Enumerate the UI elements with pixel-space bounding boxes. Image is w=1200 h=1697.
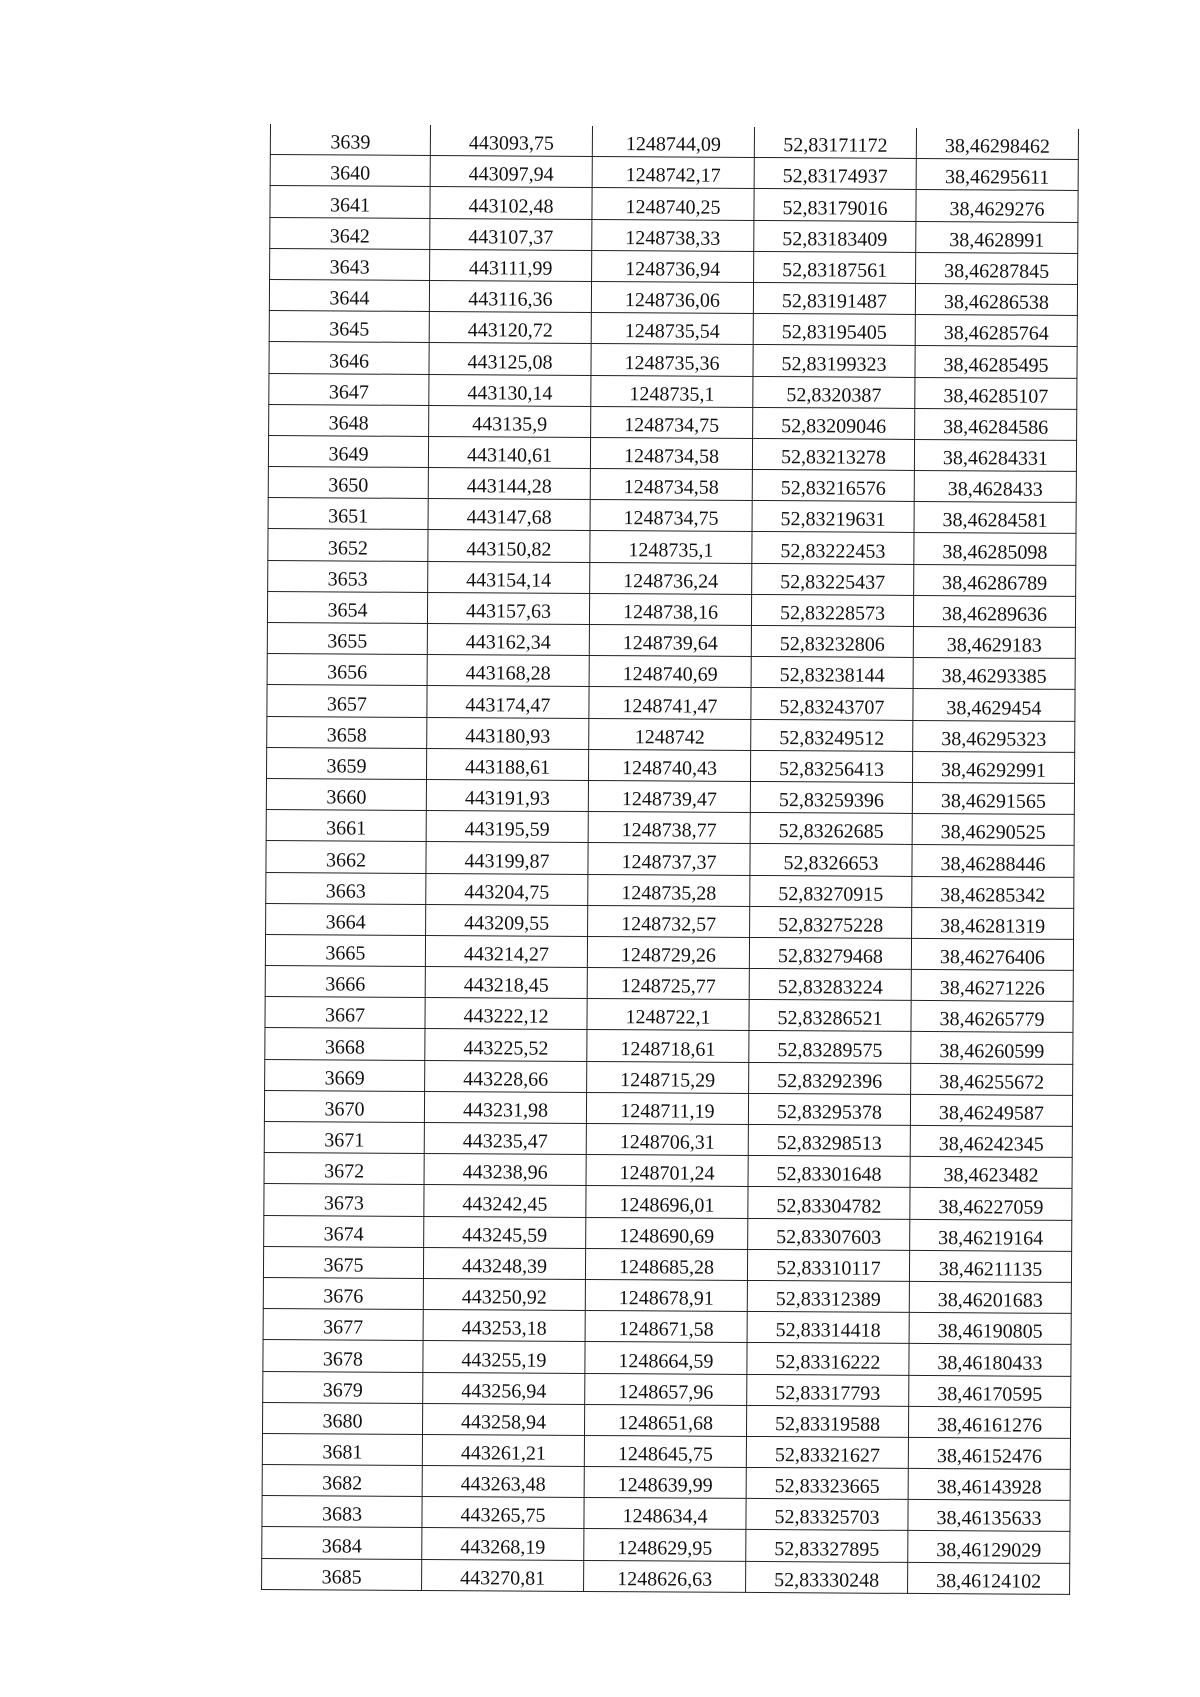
x-coordinate-cell: 443255,19 [423, 1341, 585, 1373]
table-row [267, 654, 1075, 690]
x-coordinate-cell: 443111,99 [430, 249, 592, 281]
longitude-cell: 38,4628433 [914, 471, 1076, 503]
x-coordinate-cell: 443231,98 [424, 1091, 586, 1123]
table-row [263, 1309, 1071, 1345]
latitude-cell: 52,83171172 [754, 127, 916, 159]
y-coordinate-cell: 1248740,25 [592, 188, 754, 220]
table-row [268, 529, 1076, 565]
table-row [267, 591, 1075, 627]
point-number-cell: 3650 [268, 467, 428, 499]
x-coordinate-cell: 443107,37 [430, 218, 592, 250]
table-row [267, 747, 1075, 783]
y-coordinate-cell: 1248735,54 [591, 313, 753, 345]
latitude-cell: 52,83191487 [753, 282, 915, 314]
x-coordinate-cell: 443188,61 [426, 748, 588, 780]
latitude-cell: 52,83270915 [750, 875, 912, 907]
longitude-cell: 38,46124102 [908, 1562, 1070, 1594]
latitude-cell: 52,83195405 [753, 314, 915, 346]
longitude-cell: 38,46284331 [914, 439, 1076, 471]
latitude-cell: 52,83316222 [747, 1343, 909, 1375]
longitude-cell: 38,46291565 [912, 782, 1074, 814]
x-coordinate-cell: 443120,72 [429, 312, 591, 344]
point-number-cell: 3657 [267, 685, 427, 717]
longitude-cell: 38,46285342 [912, 876, 1074, 908]
x-coordinate-cell: 443154,14 [428, 561, 590, 593]
point-number-cell: 3677 [263, 1309, 423, 1341]
table-row [266, 810, 1074, 846]
longitude-cell: 38,46227059 [910, 1188, 1072, 1220]
point-number-cell: 3640 [270, 155, 430, 187]
y-coordinate-cell: 1248740,43 [588, 749, 750, 781]
y-coordinate-cell: 1248735,1 [590, 531, 752, 563]
table-row [265, 1059, 1073, 1095]
y-coordinate-cell: 1248737,37 [588, 843, 750, 875]
table-row [265, 997, 1073, 1033]
table-row [270, 155, 1078, 191]
point-number-cell: 3666 [265, 966, 425, 998]
longitude-cell: 38,46292991 [912, 751, 1074, 783]
y-coordinate-cell: 1248735,28 [588, 874, 750, 906]
point-number-cell: 3665 [265, 934, 425, 966]
latitude-cell: 52,83295378 [748, 1093, 910, 1125]
y-coordinate-cell: 1248722,1 [587, 999, 749, 1031]
table-row [263, 1371, 1071, 1407]
y-coordinate-cell: 1248711,19 [586, 1092, 748, 1124]
latitude-cell: 52,83243707 [751, 688, 913, 720]
latitude-cell: 52,83238144 [751, 657, 913, 689]
longitude-cell: 38,4629454 [913, 689, 1075, 721]
longitude-cell: 38,46211135 [909, 1250, 1071, 1282]
point-number-cell: 3660 [266, 778, 426, 810]
y-coordinate-cell: 1248664,59 [585, 1342, 747, 1374]
y-coordinate-cell: 1248734,75 [590, 500, 752, 532]
table-row [269, 279, 1077, 315]
latitude-cell: 52,83301648 [748, 1156, 910, 1188]
y-coordinate-cell: 1248736,06 [591, 281, 753, 313]
latitude-cell: 52,83216576 [752, 470, 914, 502]
point-number-cell: 3662 [266, 841, 426, 873]
coordinates-table-wrapper [261, 124, 1078, 1595]
longitude-cell: 38,46284581 [914, 502, 1076, 534]
y-coordinate-cell: 1248685,28 [585, 1248, 747, 1280]
point-number-cell: 3664 [266, 903, 426, 935]
y-coordinate-cell: 1248735,1 [591, 375, 753, 407]
latitude-cell: 52,83259396 [750, 781, 912, 813]
point-number-cell: 3659 [267, 747, 427, 779]
x-coordinate-cell: 443222,12 [425, 998, 587, 1030]
latitude-cell: 52,83279468 [749, 937, 911, 969]
latitude-cell: 52,83232806 [751, 625, 913, 657]
longitude-cell: 38,46265779 [911, 1001, 1073, 1033]
latitude-cell: 52,83187561 [754, 251, 916, 283]
table-row [269, 342, 1077, 378]
longitude-cell: 38,46276406 [911, 938, 1073, 970]
x-coordinate-cell: 443250,92 [423, 1278, 585, 1310]
x-coordinate-cell: 443191,93 [426, 779, 588, 811]
latitude-cell: 52,83209046 [753, 407, 915, 439]
x-coordinate-cell: 443102,48 [430, 187, 592, 219]
y-coordinate-cell: 1248734,75 [591, 406, 753, 438]
longitude-cell: 38,46284586 [915, 408, 1077, 440]
point-number-cell: 3651 [268, 498, 428, 530]
point-number-cell: 3646 [269, 342, 429, 374]
x-coordinate-cell: 443225,52 [425, 1029, 587, 1061]
longitude-cell: 38,46201683 [909, 1281, 1071, 1313]
y-coordinate-cell: 1248742,17 [592, 157, 754, 189]
x-coordinate-cell: 443097,94 [430, 156, 592, 188]
longitude-cell: 38,4623482 [910, 1157, 1072, 1189]
point-number-cell: 3679 [263, 1371, 423, 1403]
x-coordinate-cell: 443116,36 [429, 280, 591, 312]
point-number-cell: 3663 [266, 872, 426, 904]
y-coordinate-cell: 1248738,77 [588, 812, 750, 844]
point-number-cell: 3654 [267, 591, 427, 623]
longitude-cell: 38,4629276 [916, 190, 1078, 222]
longitude-cell: 38,46286789 [914, 564, 1076, 596]
longitude-cell: 38,46287845 [916, 252, 1078, 284]
latitude-cell: 52,83317793 [747, 1374, 909, 1406]
longitude-cell: 38,46242345 [910, 1125, 1072, 1157]
y-coordinate-cell: 1248736,94 [592, 250, 754, 282]
latitude-cell: 52,83314418 [747, 1312, 909, 1344]
y-coordinate-cell: 1248725,77 [587, 968, 749, 1000]
x-coordinate-cell: 443253,18 [423, 1310, 585, 1342]
table-row [269, 404, 1077, 440]
x-coordinate-cell: 443214,27 [425, 935, 587, 967]
table-row [266, 903, 1074, 939]
x-coordinate-cell: 443248,39 [423, 1247, 585, 1279]
table-row [266, 872, 1074, 908]
x-coordinate-cell: 443256,94 [423, 1372, 585, 1404]
table-row [270, 248, 1078, 284]
longitude-cell: 38,46129029 [908, 1531, 1070, 1563]
longitude-cell: 38,46152476 [908, 1437, 1070, 1469]
x-coordinate-cell: 443135,9 [429, 405, 591, 437]
point-number-cell: 3652 [268, 529, 428, 561]
point-number-cell: 3672 [264, 1153, 424, 1185]
latitude-cell: 52,83228573 [751, 594, 913, 626]
latitude-cell: 52,83330248 [746, 1561, 908, 1593]
longitude-cell: 38,46295323 [913, 720, 1075, 752]
latitude-cell: 52,83323665 [746, 1467, 908, 1499]
latitude-cell: 52,83222453 [752, 532, 914, 564]
latitude-cell: 52,83298513 [748, 1124, 910, 1156]
point-number-cell: 3673 [264, 1184, 424, 1216]
y-coordinate-cell: 1248742 [589, 718, 751, 750]
latitude-cell: 52,83275228 [750, 906, 912, 938]
point-number-cell: 3685 [262, 1558, 422, 1590]
x-coordinate-cell: 443235,47 [424, 1122, 586, 1154]
longitude-cell: 38,46285495 [915, 346, 1077, 378]
table-row [269, 311, 1077, 347]
table-row [268, 467, 1076, 503]
x-coordinate-cell: 443180,93 [427, 717, 589, 749]
point-number-cell: 3653 [268, 560, 428, 592]
x-coordinate-cell: 443270,81 [422, 1559, 584, 1591]
x-coordinate-cell: 443245,59 [424, 1216, 586, 1248]
coordinates-table-body [262, 124, 1079, 1594]
x-coordinate-cell: 443199,87 [426, 842, 588, 874]
point-number-cell: 3649 [268, 435, 428, 467]
x-coordinate-cell: 443147,68 [428, 499, 590, 531]
longitude-cell: 38,46285107 [915, 377, 1077, 409]
latitude-cell: 52,83310117 [747, 1249, 909, 1281]
longitude-cell: 38,46285764 [915, 315, 1077, 347]
y-coordinate-cell: 1248634,4 [584, 1498, 746, 1530]
latitude-cell: 52,83286521 [749, 1000, 911, 1032]
x-coordinate-cell: 443209,55 [426, 904, 588, 936]
latitude-cell: 52,8326653 [750, 844, 912, 876]
x-coordinate-cell: 443261,21 [422, 1434, 584, 1466]
x-coordinate-cell: 443195,59 [426, 811, 588, 843]
table-row [264, 1121, 1072, 1157]
point-number-cell: 3669 [265, 1059, 425, 1091]
y-coordinate-cell: 1248671,58 [585, 1311, 747, 1343]
point-number-cell: 3648 [269, 404, 429, 436]
latitude-cell: 52,83292396 [749, 1062, 911, 1094]
longitude-cell: 38,46135633 [908, 1500, 1070, 1532]
y-coordinate-cell: 1248735,36 [591, 344, 753, 376]
table-row [270, 124, 1078, 160]
point-number-cell: 3642 [270, 217, 430, 249]
x-coordinate-cell: 443157,63 [427, 592, 589, 624]
point-number-cell: 3675 [263, 1246, 423, 1278]
latitude-cell: 52,83199323 [753, 345, 915, 377]
y-coordinate-cell: 1248629,95 [584, 1529, 746, 1561]
point-number-cell: 3661 [266, 810, 426, 842]
latitude-cell: 52,83256413 [750, 750, 912, 782]
table-row [265, 1028, 1073, 1064]
latitude-cell: 52,83262685 [750, 813, 912, 845]
x-coordinate-cell: 443168,28 [427, 655, 589, 687]
table-row [262, 1496, 1070, 1532]
latitude-cell: 52,83249512 [751, 719, 913, 751]
latitude-cell: 52,83304782 [748, 1187, 910, 1219]
point-number-cell: 3668 [265, 1028, 425, 1060]
y-coordinate-cell: 1248741,47 [589, 687, 751, 719]
y-coordinate-cell: 1248718,61 [587, 1030, 749, 1062]
longitude-cell: 38,46180433 [909, 1344, 1071, 1376]
table-row [269, 373, 1077, 409]
y-coordinate-cell: 1248736,24 [590, 562, 752, 594]
point-number-cell: 3658 [267, 716, 427, 748]
longitude-cell: 38,46143928 [908, 1468, 1070, 1500]
longitude-cell: 38,46219164 [910, 1219, 1072, 1251]
point-number-cell: 3645 [269, 311, 429, 343]
table-row [262, 1465, 1070, 1501]
y-coordinate-cell: 1248657,96 [585, 1373, 747, 1405]
table-row [263, 1246, 1071, 1282]
y-coordinate-cell: 1248696,01 [586, 1186, 748, 1218]
y-coordinate-cell: 1248744,09 [592, 126, 754, 158]
point-number-cell: 3680 [263, 1402, 423, 1434]
longitude-cell: 38,46281319 [912, 907, 1074, 939]
longitude-cell: 38,4628991 [916, 221, 1078, 253]
y-coordinate-cell: 1248701,24 [586, 1155, 748, 1187]
x-coordinate-cell: 443144,28 [428, 468, 590, 500]
table-row [266, 841, 1074, 877]
x-coordinate-cell: 443093,75 [430, 125, 592, 157]
point-number-cell: 3681 [262, 1433, 422, 1465]
point-number-cell: 3678 [263, 1340, 423, 1372]
table-row [265, 966, 1073, 1002]
y-coordinate-cell: 1248678,91 [585, 1279, 747, 1311]
latitude-cell: 52,83283224 [749, 969, 911, 1001]
table-row [267, 716, 1075, 752]
longitude-cell: 38,46190805 [909, 1313, 1071, 1345]
table-row [264, 1090, 1072, 1126]
x-coordinate-cell: 443218,45 [425, 967, 587, 999]
latitude-cell: 52,83219631 [752, 501, 914, 533]
point-number-cell: 3656 [267, 654, 427, 686]
point-number-cell: 3639 [270, 124, 430, 156]
y-coordinate-cell: 1248651,68 [584, 1404, 746, 1436]
coordinates-table [261, 124, 1079, 1595]
x-coordinate-cell: 443242,45 [424, 1185, 586, 1217]
point-number-cell: 3643 [270, 248, 430, 280]
y-coordinate-cell: 1248739,47 [588, 780, 750, 812]
x-coordinate-cell: 443268,19 [422, 1528, 584, 1560]
longitude-cell: 38,46249587 [910, 1094, 1072, 1126]
longitude-cell: 38,46260599 [911, 1032, 1073, 1064]
table-row [263, 1277, 1071, 1313]
y-coordinate-cell: 1248740,69 [589, 656, 751, 688]
point-number-cell: 3683 [262, 1496, 422, 1528]
point-number-cell: 3670 [264, 1090, 424, 1122]
y-coordinate-cell: 1248626,63 [584, 1560, 746, 1592]
y-coordinate-cell: 1248734,58 [590, 437, 752, 469]
table-row [268, 560, 1076, 596]
longitude-cell: 38,46271226 [911, 969, 1073, 1001]
table-row [270, 217, 1078, 253]
table-row [267, 685, 1075, 721]
x-coordinate-cell: 443125,08 [429, 343, 591, 375]
table-row [270, 186, 1078, 222]
table-row [262, 1433, 1070, 1469]
longitude-cell: 38,46289636 [913, 595, 1075, 627]
latitude-cell: 52,83289575 [749, 1031, 911, 1063]
y-coordinate-cell: 1248706,31 [586, 1123, 748, 1155]
x-coordinate-cell: 443258,94 [422, 1403, 584, 1435]
point-number-cell: 3647 [269, 373, 429, 405]
longitude-cell: 38,46161276 [908, 1406, 1070, 1438]
latitude-cell: 52,8320387 [753, 376, 915, 408]
table-row [262, 1527, 1070, 1563]
x-coordinate-cell: 443162,34 [427, 623, 589, 655]
longitude-cell: 38,4629183 [913, 626, 1075, 658]
x-coordinate-cell: 443174,47 [427, 686, 589, 718]
y-coordinate-cell: 1248729,26 [587, 936, 749, 968]
table-row [268, 498, 1076, 534]
longitude-cell: 38,46295611 [916, 159, 1078, 191]
latitude-cell: 52,83319588 [746, 1405, 908, 1437]
point-number-cell: 3655 [267, 622, 427, 654]
table-row [266, 778, 1074, 814]
longitude-cell: 38,46293385 [913, 658, 1075, 690]
table-row [262, 1558, 1070, 1594]
table-row [263, 1340, 1071, 1376]
x-coordinate-cell: 443228,66 [425, 1060, 587, 1092]
table-row [264, 1184, 1072, 1220]
latitude-cell: 52,83325703 [746, 1499, 908, 1531]
table-row [263, 1402, 1071, 1438]
longitude-cell: 38,46298462 [916, 128, 1078, 160]
longitude-cell: 38,46285098 [914, 533, 1076, 565]
point-number-cell: 3674 [264, 1215, 424, 1247]
table-row [267, 622, 1075, 658]
x-coordinate-cell: 443130,14 [429, 374, 591, 406]
longitude-cell: 38,46288446 [912, 845, 1074, 877]
point-number-cell: 3671 [264, 1121, 424, 1153]
table-row [265, 934, 1073, 970]
point-number-cell: 3676 [263, 1277, 423, 1309]
longitude-cell: 38,46290525 [912, 814, 1074, 846]
latitude-cell: 52,83183409 [754, 220, 916, 252]
y-coordinate-cell: 1248734,58 [590, 469, 752, 501]
y-coordinate-cell: 1248690,69 [586, 1217, 748, 1249]
latitude-cell: 52,83312389 [747, 1280, 909, 1312]
x-coordinate-cell: 443150,82 [428, 530, 590, 562]
latitude-cell: 52,83307603 [748, 1218, 910, 1250]
table-row [264, 1153, 1072, 1189]
y-coordinate-cell: 1248738,33 [592, 219, 754, 251]
y-coordinate-cell: 1248738,16 [589, 593, 751, 625]
x-coordinate-cell: 443238,96 [424, 1154, 586, 1186]
longitude-cell: 38,46286538 [915, 283, 1077, 315]
latitude-cell: 52,83225437 [752, 563, 914, 595]
point-number-cell: 3667 [265, 997, 425, 1029]
latitude-cell: 52,83213278 [752, 438, 914, 470]
point-number-cell: 3682 [262, 1465, 422, 1497]
x-coordinate-cell: 443140,61 [428, 436, 590, 468]
y-coordinate-cell: 1248645,75 [584, 1435, 746, 1467]
point-number-cell: 3684 [262, 1527, 422, 1559]
x-coordinate-cell: 443263,48 [422, 1466, 584, 1498]
point-number-cell: 3644 [269, 279, 429, 311]
latitude-cell: 52,83327895 [746, 1530, 908, 1562]
latitude-cell: 52,83179016 [754, 189, 916, 221]
latitude-cell: 52,83174937 [754, 158, 916, 190]
point-number-cell: 3641 [270, 186, 430, 218]
x-coordinate-cell: 443204,75 [426, 873, 588, 905]
latitude-cell: 52,83321627 [746, 1436, 908, 1468]
x-coordinate-cell: 443265,75 [422, 1497, 584, 1529]
y-coordinate-cell: 1248739,64 [589, 624, 751, 656]
y-coordinate-cell: 1248639,99 [584, 1467, 746, 1499]
longitude-cell: 38,46170595 [909, 1375, 1071, 1407]
y-coordinate-cell: 1248732,57 [588, 905, 750, 937]
y-coordinate-cell: 1248715,29 [587, 1061, 749, 1093]
longitude-cell: 38,46255672 [911, 1063, 1073, 1095]
table-row [268, 435, 1076, 471]
table-row [264, 1215, 1072, 1251]
